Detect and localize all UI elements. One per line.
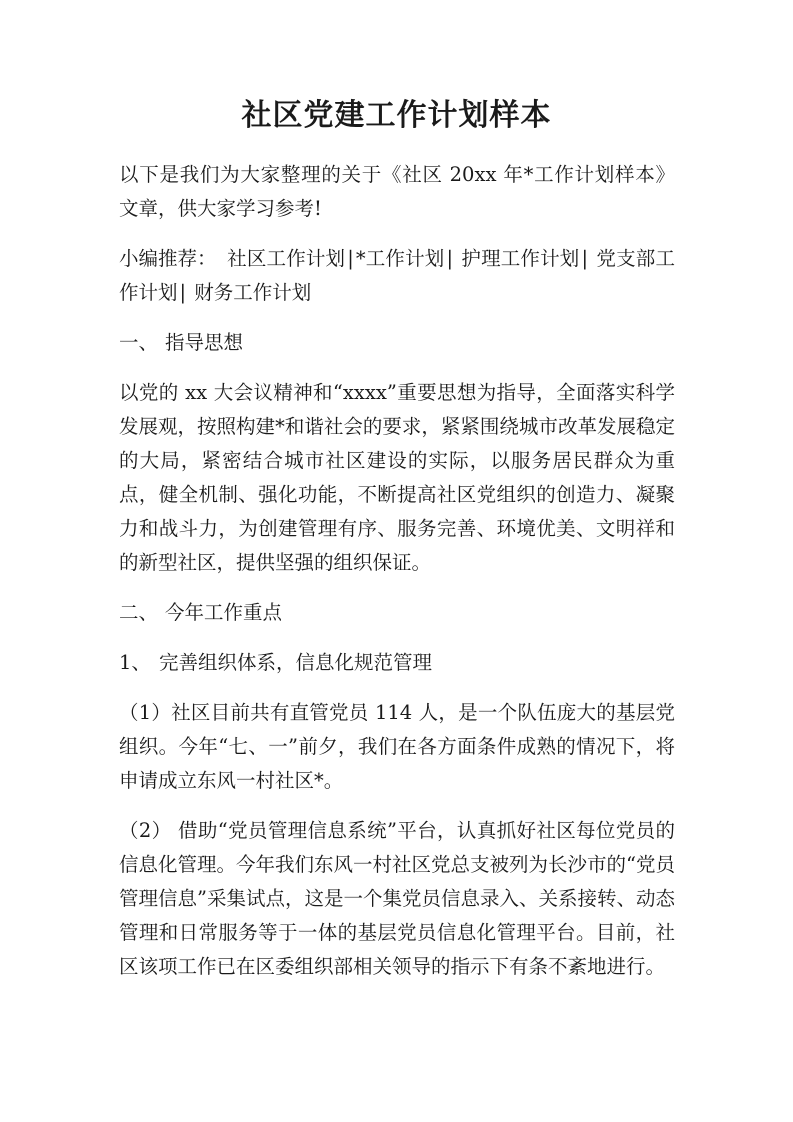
- recommend-separator: |: [581, 247, 589, 270]
- section-2-heading: [119, 596, 675, 630]
- recommend-link-finance-plan[interactable]: 财务工作计划: [194, 281, 312, 304]
- section-2-title: 今年工作重点: [165, 601, 283, 624]
- subsection-1-heading: [119, 646, 675, 680]
- section-1-body: 以党的 xx 大会议精神和“xxxx”重要思想为指导，全面落实科学发展观，按照构建*和谐社会的要求，紧紧围绕城市改革发展稳定的大局，紧密结合城市社区建设的实际，以服务居民群众为重点，健全机制、强化功能，不断提高社区党组织的创造力、凝聚力和战斗力，为创建管理有序、服务完善、环境优美、文明祥和的新型社区，提供坚强的组织保证。: [119, 381, 675, 574]
- recommend-paragraph: [119, 242, 675, 310]
- recommend-separator: |: [446, 247, 454, 270]
- intro-paragraph: 以下是我们为大家整理的关于《社区 20xx 年*工作计划样本》文章，供大家学习参考!: [119, 163, 675, 220]
- item-1-paragraph: （1）社区目前共有直管党员 114 人，是一个队伍庞大的基层党组织。今年“七、一”前夕，我们在各方面条件成熟的情况下，将申请成立东风一村社区*。: [119, 701, 675, 792]
- section-2-number: 二、: [119, 601, 159, 624]
- recommend-link-party-branch-plan[interactable]: 党支部工作计划: [119, 247, 675, 304]
- item-2-paragraph: （2） 借助“党员管理信息系统”平台，认真抓好社区每位党员的信息化管理。今年我们东风一村社区党总支被列为长沙市的“党员管理信息”采集试点，这是一个集党员信息录入、关系接转、动态管理和日常服务等于一体的基层党员信息化管理平台。目前，社区该项工作已在区委组织部相关领导的指示下有条不紊地进行。: [119, 819, 675, 978]
- recommend-label: 小编推荐：: [119, 247, 217, 270]
- recommend-separator: |: [179, 281, 187, 304]
- recommend-separator: |: [347, 247, 354, 270]
- recommend-link-nursing-plan[interactable]: 护理工作计划: [461, 247, 580, 270]
- recommend-link-work-plan[interactable]: *工作计划: [355, 247, 445, 270]
- section-1-number: 一、: [119, 331, 159, 354]
- section-1-title: 指导思想: [165, 331, 244, 354]
- subsection-1-title: 完善组织体系，信息化规范管理: [159, 651, 433, 674]
- subsection-1-number: 1、: [119, 651, 151, 674]
- recommend-link-community-plan[interactable]: 社区工作计划: [227, 247, 346, 270]
- section-1-heading: [119, 326, 675, 360]
- document-title: 社区党建工作计划样本: [241, 98, 552, 133]
- document-body: [119, 158, 675, 1000]
